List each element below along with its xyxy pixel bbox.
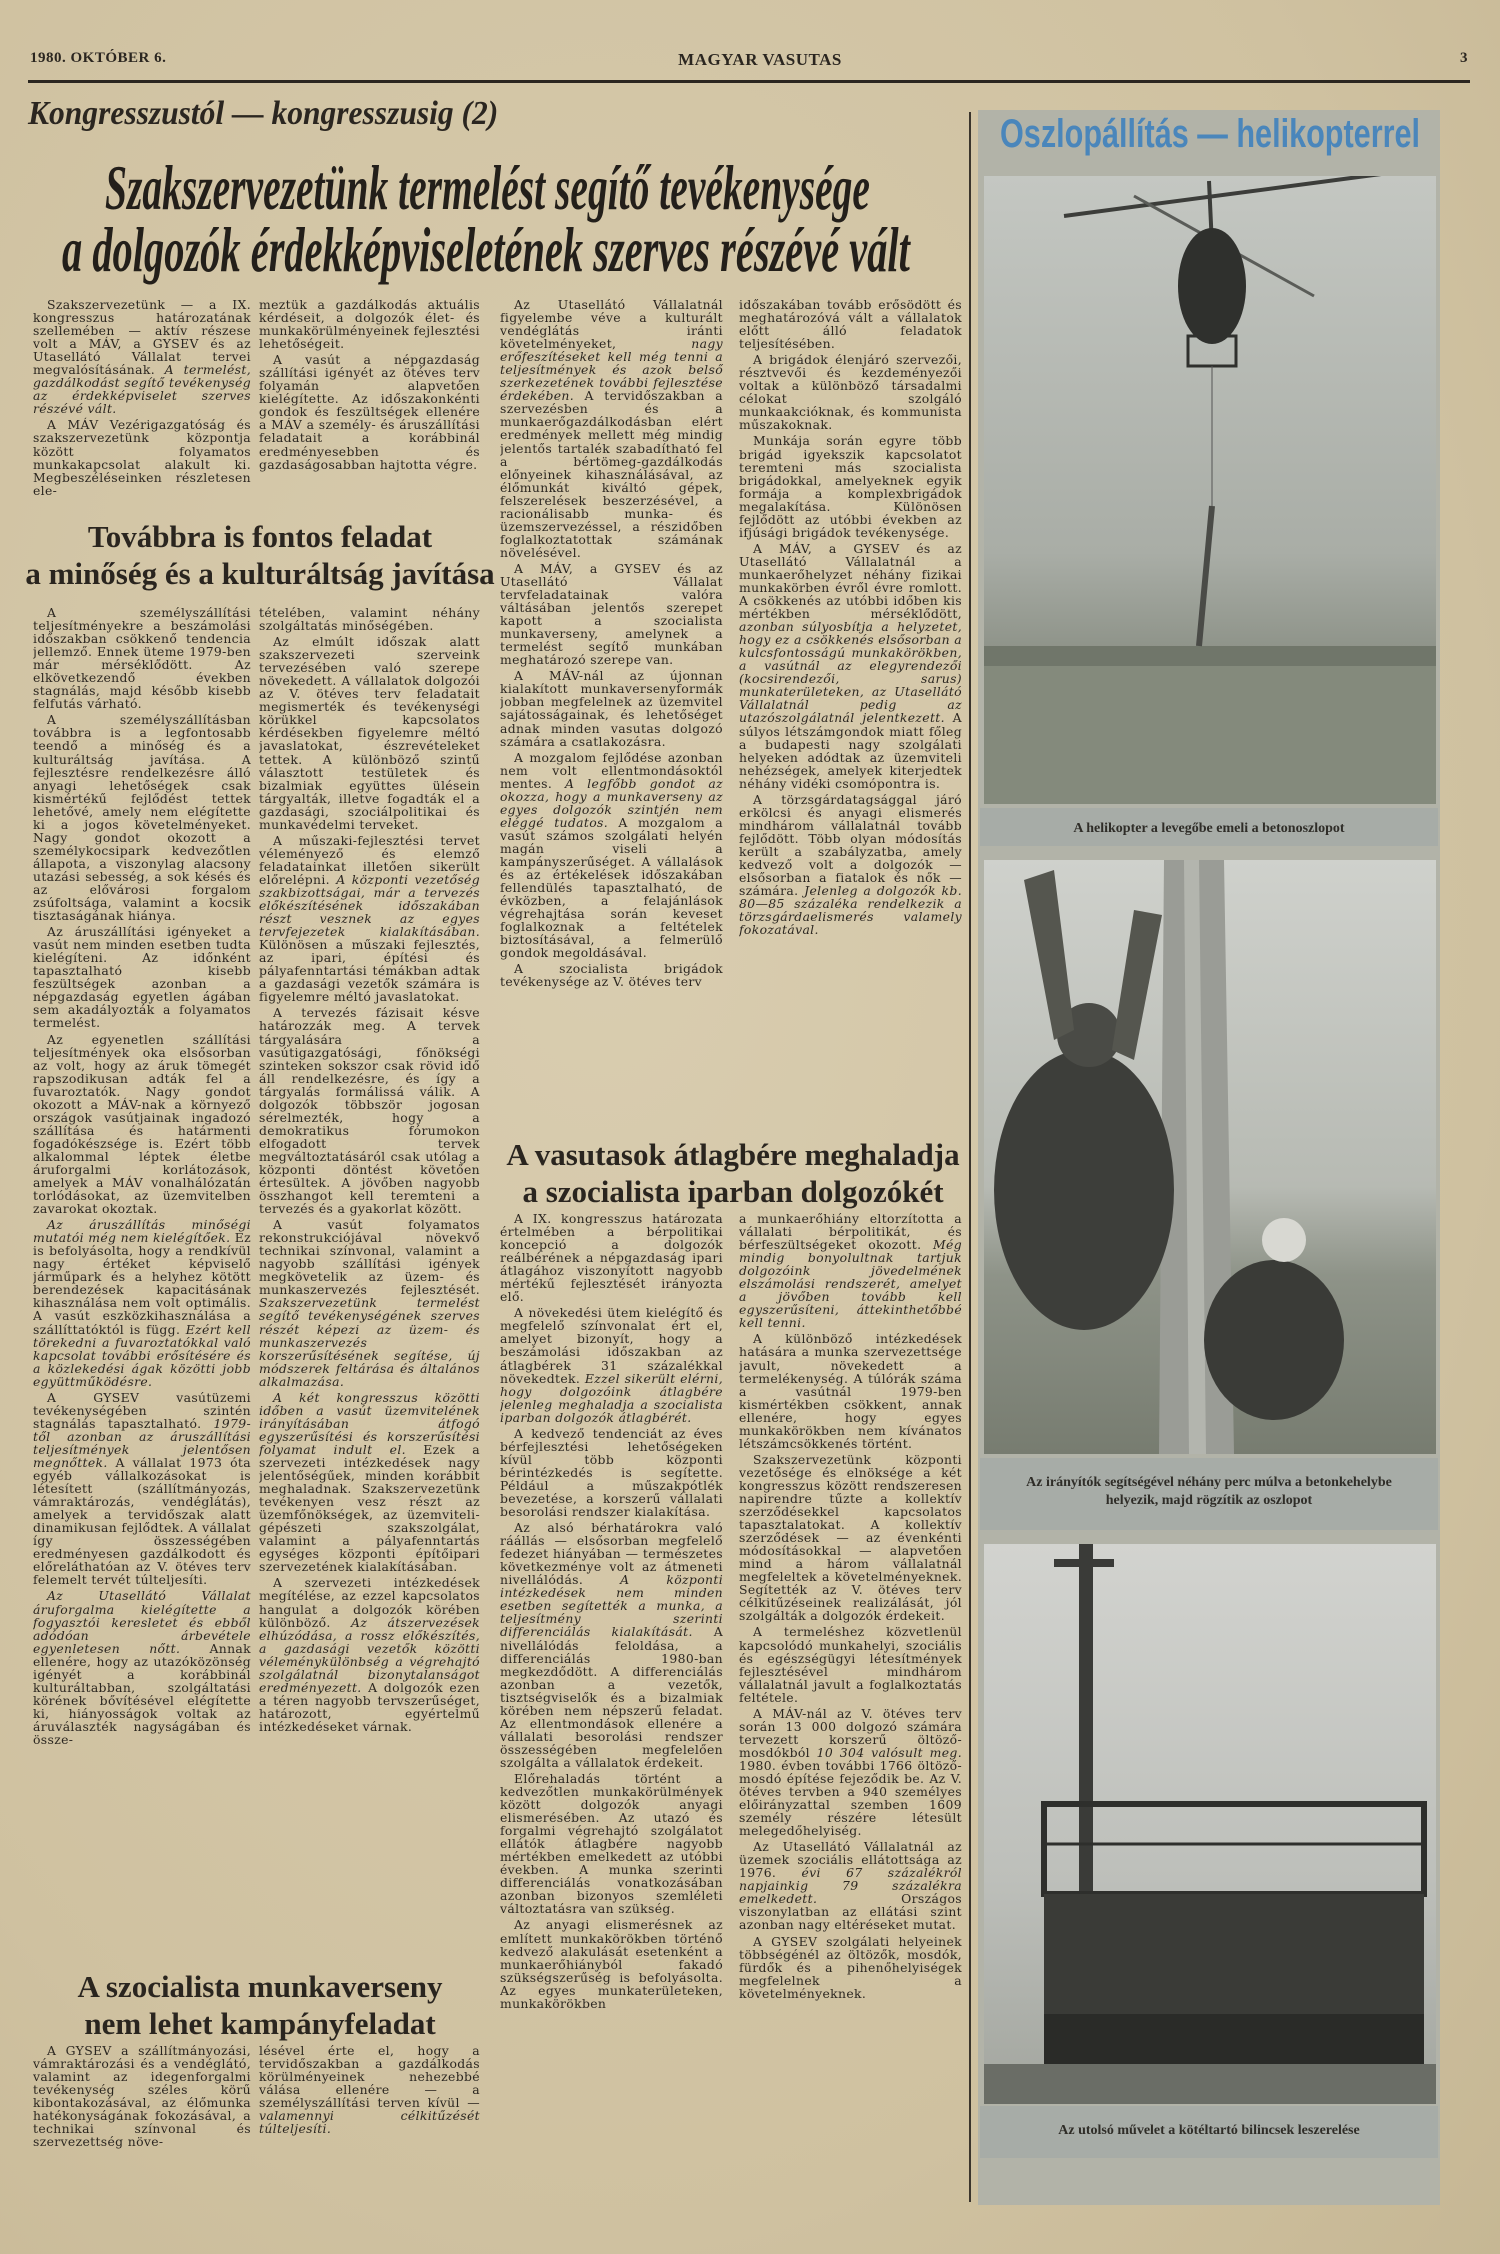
issue-date: 1980. OKTÓBER 6. [30,50,167,66]
text-run: A GYSEV szolgálati helyeinek többségénél az öltözők, mosdók, fürdők és a pihenőhelyiségek megfelelnek a követelményeknek. [739,1933,962,2001]
text-run: A vasút folyamatos rekonstrukciójával növekvő technikai színvonal, valamint a nagyobb szállítási igények megkövetelik az üzem- és munkaszervezés fejlesztését. [259,1217,480,1298]
paragraph [259,353,480,470]
emphasized-text: Az Utasellátó Vállalat áruforgalma kielégítette a fogyasztói keresletet és ebből adódóan árbevétele egyenletesen nőtt. [33,1588,251,1656]
photo-caption-3: Az utolsó művelet a kötéltartó bilincsek leszerelése [980,2106,1438,2158]
emphasized-text: Ezzel sikerült elérni, hogy dolgozóink átlagbére jelenleg meghaladja a szocialista iparban dolgozók átlagbérét. [500,1370,723,1425]
paragraph [739,353,962,431]
paragraph [259,635,480,831]
subhead-wages-line-2: a szocialista iparban dolgozókét [522,1174,944,1209]
text-run: A vasút a népgazdaság szállítási igényét az ötéves terv folyamán alapvetően kielégítette. Az időszakonkénti gondok és feszültségek ellenére a MÁV a személy- és áruszállítási feladatait a korábbinál eredményesebben és gazdaságosabban hajtotta végre. [259,352,480,472]
gantry-icon [984,1544,1436,2104]
paragraph [739,1935,962,2000]
subhead-competition-line-2: nem lehet kampányfeladat [84,2006,436,2041]
text-run: A különböző intézkedések hatására a munka szervezettsége javult, növekedett a termelékenység. A túlórák száma a vasútnál 1979-ben kismértékben csökkent, annak ellenére, hogy egyes munkakörökben nem kívánatos létszámcsökkenés történt. [739,1331,962,1451]
paragraph [259,1218,480,1388]
paragraph [259,298,480,350]
text-run: a munkaerőhiány eltorzította a vállalati bérpolitikát, és bérfeszültségeket okozott. [739,1212,962,1253]
pole-placement-photo [984,860,1436,1454]
headline-line-2: a dolgozók érdekképviseletének szerves részévé vált [62,214,910,285]
emphasized-text: Ezért kell törekedni a fuvaroztatókkal való kapcsolat további erősítésére és a közlekedési ágak közötti jobb együttműködésre. [33,1321,251,1389]
paragraph [259,1391,480,1574]
emphasized-text: 1979-től azonban az áruszállítási teljesítmények jelentősen megnőttek. [33,1415,251,1470]
emphasized-text: A központi intézkedések nem minden esetben segítették a munka, a teljesítmény szerinti differenciálás kialakítását. [500,1572,723,1640]
emphasized-text: azonban súlyosbítja a helyzetet, hogy ez a csökkenés elsősorban a kulcsfontosságú munkakörökben, a vasútnál az elegyrendezői (kocsirendezői, sarus) munkaterületeken, az Utasellátó Vállalatnál pedig az utazószolgálatnál jelentkezett. [739,619,962,726]
paragraph [33,606,251,710]
text-run: Különösen a műszaki fejlesztés, az ipari, építési és pályafenntartási témákban adtak a gazdasági vezetők számára is figyelemre méltó javaslatokat. [259,937,480,1005]
crane-photo [984,1544,1436,2104]
emphasized-text: 10 304 valósult meg. [816,1744,962,1760]
paragraph [500,1772,723,1916]
paragraph [500,1521,723,1769]
intro-column-1 [33,298,251,513]
text-run: A tervidőszakban a szervezésben és a munkaerőgazdálkodásban elért eredmények mellett még mindig jelentős tartalék szabadítható fel a bértömeg-gazdálkodás előnyeinek kihasználásával, az élőmunkát kiváltó gépek, felszerelések beszerzésével, a racionálisabb munka- és üzemszervezéssel, a részidőben foglalkoztatottak számának növelésével. [500,388,723,560]
brigades-column-4 [739,298,962,1133]
paragraph [33,1218,251,1388]
subhead-quality [20,518,500,592]
headline-line-1: Szakszervezetünk termelést segítő tevékenysége [105,152,870,223]
text-run: Az Utasellátó Vállalatnál az üzemek szociális ellátottsága az 1976. [739,1839,962,1881]
paragraph [500,669,723,747]
photo-caption-1: A helikopter a levegőbe emeli a betonoszlopot [980,808,1438,846]
paragraph [739,1707,962,1837]
paragraph [739,542,962,790]
text-run: A MÁV Vezérigazgatóság és szakszervezetünk központja között folyamatos munkakapcsolat alakult ki. Megbeszéléseinken részletesen ele- [33,417,251,498]
text-run: A mozgalom a vasút számos szolgálati helyén magán viseli a kampányszerűséget. A vállalások és az értékelések időszakában fellendülés tapasztalható, de évközben, a felajánlások végrehajtása során keveset foglalkoznak a feltételek biztosításával, a felmerülő gondok megoldásával. [500,814,723,961]
text-run: A vállalat 1973 óta egyéb vállalkozásokat is létesített (szállítmányozás, vámraktározás, vendéglátás), amelyek a tervidőszak alatt dinamikusan fejlődtek. A vállalat így összességében eredményesen gazdálkodott és előreláthatóan az V. ötéves terv felemelt tervét túlteljesíti. [33,1455,251,1588]
subhead-competition [20,1968,500,2042]
series-kicker: Kongresszustól — kongresszusig (2) [28,95,499,132]
brigades-column-3 [500,298,723,1133]
text-run: A szervezeti intézkedések megítélése, az ezzel kapcsolatos hangulat a dolgozók körében különböző. [259,1575,480,1630]
subhead-quality-line-2: a minőség és a kulturáltság javítása [25,556,495,591]
text-run: A nivellálódás feloldása, a differenciálás 1980-ban megkezdődött. A differenciálás azonban a vezetők, tisztségviselők és a bizalmiak körében nem népszerű feladat. Az ellentmondások ellenére a vállalati besorolási rendszer összességében megfelelően szolgálta a vállalatok érdekeit. [500,1624,723,1770]
text-run: időszakában tovább erősödött és meghatározóvá vált a vállalatok előtt álló feladatok teljesítésében. [739,298,962,352]
emphasized-text: Jelenleg a dolgozók kb. 80—85 százaléka rendelkezik a törzsgárdaelismerés valamely fokozatával. [739,883,962,938]
paragraph [33,418,251,496]
text-run: Az áruszállítási igényeket a vasút nem minden esetben tudta kielégíteni. Az időnként tapasztalható kisebb feszültségek azonban a népgazdaság egyetlen ágában sem akadályozták a folyamatos termelést. [33,924,251,1031]
paragraph [33,2044,251,2148]
header-rule [28,80,1470,83]
text-run: A mozgalom fejlődése azonban nem volt ellentmondásoktól mentes. [500,749,723,791]
emphasized-text: A központi vezetőség szakbizottságai, már a tervezés előkészítésének időszakában részt vesznek az egyes tervfejezetek kialakításában. [259,871,480,940]
paragraph [500,298,723,559]
text-run: Munkája során egyre több brigád igyekszik kapcsolatot teremteni más szocialista brigádokkal, amelyeknek egyik formája a komplexbrigádok megalakítása. Különösen fejlődött az utóbbi években az ifjúsági brigádok tevékenysége. [739,433,962,540]
text-run: A műszaki-fejlesztési tervet véleményező és elemző feladatainkat illetően sikerült előrelépni. [259,832,480,887]
text-run: A GYSEV a szállítmányozási, vámraktározási és a vendéglátó, valamint az idegenforgalmi tevékenység széles körű kibontakozásával, az élőmunka hatékonyságának fokozásával, a technikai színvonal és szervezettség növe- [33,2044,251,2150]
quality-column-1 [33,606,251,1968]
paragraph [33,925,251,1029]
photo-caption-2: Az irányítók segítségével néhány perc múlva a betonkehelybe helyezik, majd rögzítik az oszlopot [980,1458,1438,1530]
text-run: Az alsó bérhatárokra való ráállás — elsősorban megfelelő fedezet hiányában — természetes következménye volt az átmeneti nivellálódás. [500,1520,723,1588]
paragraph [259,606,480,632]
page-number: 3 [1460,50,1468,66]
emphasized-text: Szakszervezetünk termelést segítő tevékenységének szerves részét képezi az üzem- és munkaszervezés korszerűsítésének segítése, új módszerek feltárása és általános alkalmazása. [259,1295,480,1389]
text-run: Szakszervezetünk — a IX. kongresszus határozatának szellemében — aktív részese volt a MÁV, a GYSEV és az Utasellátó Vállalat tervei megvalósításának. [33,298,251,378]
paragraph [500,1918,723,2009]
emphasized-text: valamennyi célkitűzését túlteljesíti. [259,2108,480,2137]
competition-column-1 [33,2044,251,2164]
subhead-quality-line-1: Továbbra is fontos feladat [87,519,433,554]
masthead: MAGYAR VASUTAS [678,50,842,69]
text-run: A MÁV-nál az újonnan kialakított munkaversenyformák jobban megfelelnek az üzemvitel sajátosságainak, és lehetőséget adnak minden vasutas dolgozó számára a csatlakozásra. [500,668,723,749]
text-run: 1980. évben további 1766 öltöző-mosdó építése fejeződik be. Az V. ötéves tervben a 940 személyes előirányzattal szemben 1609 személy részére létesült melegedőhelyiség. [739,1757,962,1839]
subhead-wages [500,1136,966,1210]
subhead-wages-line-1: A vasutasok átlagbére meghaladja [506,1137,960,1172]
emphasized-text: évi 67 százalékról napjainkig 79 százalékra emelkedett. [739,1865,962,1907]
intro-column-2 [259,298,480,513]
emphasized-text: A termelést, gazdálkodást segítő tevékenység az érdekképviselet szerves részévé vált. [33,362,251,417]
text-run: Az egyenetlen szállítási teljesítmények oka elsősorban az volt, hogy az áruk tömegét rapszodikusan adták fel a fuvaroztatók. Nagy gondot okozott a MÁV-nak a környező országok vasútjainak ingadozó szállítása és határmenti fogadókészsége is. Ezért több alkalommal léptek életbe áruforgalmi korlátozások, amelyek a MÁV vonalhálózatán torlódásokat, az üzemvitelben zavarokat okoztak. [33,1031,251,1217]
paragraph [33,298,251,415]
text-run: A dolgozók ezen a téren nagyobb tervszerűséget, határozott, egyértelmű intézkedéseket várnak. [259,1679,480,1734]
paragraph [739,1332,962,1449]
text-run: Az anyagi elismerésnek az említett munkakörökben történő kedvező alakulását esetenként a munkaerőhiányból fakadó szükségszerűség is befolyásolta. Az egyes munkaterületeken, munkakörökben [500,1917,723,2011]
text-run: A személyszállításban továbbra is a legfontosabb teendő a minőség és a kulturáltság javítása. A fejlesztésre rendelkezésre álló anyagi lehetőségek csak kismértékű fejlődést tettek lehetővé, amely nem elégítette ki a jogos követelményeket. Nagy gondot okozott a személykocsipark kedvezőtlen állapota, a viszonylag alacsony utazási sebesség, a sok késés és az elővárosi forgalom zsúfoltsága, valamint a kocsik tisztaságának hiánya. [33,712,251,924]
wages-column-4 [739,1212,962,2162]
text-run: Az elmúlt időszak alatt szakszervezeti szerveink tervezésében való szerepe növekedett. A vállalatok dolgozói az V. ötéves terv feladatait megismerték és tevékenységi körükkel kapcsolatos kérdésekben figyelemre méltó javaslatokat, észrevételeket tettek. A különböző szintű választott testületek és bizalmiak együttes ülésein tárgyalták, illetve fogadták el a gazdasági, szociálpolitikai és munkavédelmi terveket. [259,634,480,832]
paragraph [259,834,480,1004]
text-run: Országos viszonylatban az ellátási szint azonban nagy eltéréseket mutat. [739,1891,962,1933]
emphasized-text: A két kongresszus közötti időben a vasút üzemvitelének irányításában átfogó egyszerűsítési és korszerűsítési folyamat indult el. [259,1389,480,1457]
paragraph [33,1589,251,1746]
paragraph [739,434,962,538]
paragraph [33,1033,251,1216]
paragraph [500,1212,723,1303]
subhead-competition-line-1: A szocialista munkaverseny [77,1969,443,2004]
text-run: A termeléshez közvetlenül kapcsolódó munkahelyi, szociális és egészségügyi létesítmények fejlesztésével mindhárom vállalatnál javult a foglalkoztatás feltétele. [739,1624,962,1705]
text-run: A súlyos létszámgondok miatt főleg a budapesti nagy szolgálati helyeken adódtak az üzemviteli nehézségek, amelyek kiterjedtek néhány vidéki csomópontra is. [739,710,962,791]
paragraph [500,962,723,988]
text-run: Ezek a szervezeti intézkedések nagy jelentőségűek, minden korábbit meghaladnak. Szakszervezetünk tevékenyen vesz részt az üzemfőnökségek, az üzemviteli-gépészeti szakszolgálat, valamint a pályafenntartás egységes központi építőipari szervezetének kialakításában. [259,1441,480,1575]
paragraph [33,713,251,922]
emphasized-text: nagy erőfeszítéseket kell még tenni a teljesítmények és azok belső szerkezetének további fejlesztése érdekében. [500,336,723,404]
column-divider [969,112,971,2202]
helicopter-icon [984,176,1436,804]
wages-column-3 [500,1212,723,2162]
emphasized-text: A legfőbb gondot az okozza, hogy a munkaverseny az egyes dolgozók szintjén nem eléggé tudatos. [500,775,723,830]
text-run: A növekedési ütem kielégítő és megfelelő színvonalat ért el, amelyet bizonyít, hogy a beszámolási időszakban az átlagbérek 31 százalékkal növekedtek. [500,1305,723,1386]
quality-column-2 [259,606,480,1968]
text-run: tételében, valamint néhány szolgáltatás minőségében. [259,606,480,634]
photo-panel-title: Oszlopállítás — helikopterrel [1000,112,1421,156]
text-run: A MÁV, a GYSEV és az Utasellátó Vállalat tervfeladatainak valóra váltásában jelentős szerepet kapott a szocialista munkaverseny, amelynek a termelést segítő munkában meghatározó szerepe van. [500,560,723,668]
text-run: Ez is befolyásolta, hogy a rendkívül nagy értéket képviselő járműpark és a helyhez kötött berendezések kapacitásának kihasználása nem volt optimális. A vasút eszközkihasználása a szállíttatóktól is függ. [33,1230,251,1337]
text-run: Szakszervezetünk központi vezetősége és elnöksége a két kongresszus között rendszeresen napirendre tűzte a kollektív szerződésekkel kapcsolatos tapasztalatokat. A kollektív szerződések — az évenkénti módosításokkal — alapvetően mind a három vállalatnál megfeleltek a követelményeknek. Segítették az V. ötéves terv célkitűzéseinek realizálását, jól szolgálták a dolgozók érdekeit. [739,1451,962,1624]
text-run: Az Utasellátó Vállalatnál figyelembe véve a kulturált vendéglátás iránti követelményeket, [500,298,723,352]
text-run: A MÁV, a GYSEV és az Utasellátó Vállalatnál a munkaerőhelyzet néhány fizikai munkakörben évről évre romlott. A csökkenés az utóbbi időben kis mértékben mérséklődött, [739,540,962,622]
text-run: A IX. kongresszus határozata értelmében a bérpolitikai koncepció a dolgozók reálbérének a népgazdaság ipari átlagához viszonyított nagyobb mértékű fejlesztését irányozta elő. [500,1212,723,1305]
paragraph [739,1840,962,1931]
paragraph [500,751,723,960]
helicopter-photo [984,176,1436,804]
paragraph [259,2044,480,2135]
paragraph [500,1306,723,1423]
emphasized-text: Az áruszállítás minőségi mutatói még nem kielégítőek. [33,1217,251,1246]
emphasized-text: Még mindig bonyolultnak tartjuk dolgozóink jövedelmének elszámolási rendszerét, amelyet a jövőben tovább kell egyszerűsíteni, áttekinthetőbbé kell tenni. [739,1237,962,1331]
text-run: A MÁV-nál az V. ötéves terv során 13 000 dolgozó számára tervezett korszerű öltöző-mosdókból [739,1705,962,1760]
text-run: Annak ellenére, hogy az utazóközönség igényét a korábbinál kulturáltabban, szolgáltatási körének bővítésével elégítette ki, hiányosságok voltak az áruválaszték nagyságában és össze- [33,1640,251,1747]
text-run: A törzsgárdatagsággal járó erkölcsi és anyagi elismerés mindhárom vállalatnál tovább fejlődött. Több olyan módosítás került a szabályzatba, amely kedvező volt a dolgozók — elsősorban a fiatalok és nők — számára. [739,791,962,899]
competition-column-2 [259,2044,480,2164]
text-run: A szocialista brigádok tevékenysége az V. ötéves terv [500,961,723,990]
paragraph [739,298,962,350]
paragraph [33,1391,251,1587]
workers-pole-icon [984,860,1436,1454]
paragraph [739,1625,962,1703]
paragraph [500,562,723,666]
paragraph [500,1427,723,1518]
text-run: A személyszállítási teljesítményekre a beszámolási időszakban csökkenő tendencia jellemző. Ennek üteme 1979-ben már mérséklődött. Az elkövetkezendő években stagnálás, majd később kisebb felfutás várható. [33,606,251,712]
emphasized-text: Az átszervezések elhúzódása, a rossz előkészítés, a gazdasági vezetők közötti véleménykülönbség a végrehajtó szolgálatnál bizonytalanságot eredményezett. [259,1614,480,1695]
paragraph [739,1453,962,1623]
paragraph [739,1212,962,1329]
text-run: meztük a gazdálkodás aktuális kérdéseit, a dolgozók élet- és munkakörülményeinek fejlesztési lehetőségeit. [259,298,480,352]
paragraph [259,1006,480,1215]
text-run: A brigádok élenjáró szervezői, résztvevői és kezdeményezői voltak a különböző társadalmi célokat szolgáló munkaakcióknak, és kommunista műszakoknak. [739,352,962,433]
text-run: lésével érte el, hogy a tervidőszakban a gazdálkodás körülményeinek nehezebbé válása ellenére — a személyszállítási terven kívül — [259,2044,480,2111]
text-run: A kedvező tendenciát az éves bérfejlesztési lehetőségeken kívül több központi bérintézkedés is segítette. Például a műszakpótlék bevezetése, a korszerű vállalati besorolási rendszer kialakítása. [500,1425,723,1520]
text-run: Előrehaladás történt a kedvezőtlen munkakörülmények között dolgozók anyagi elismerésében. Az utazó és forgalmi végrehajtó szolgálatot ellátók átlagbére nagyobb mértékben emelkedett az utóbbi években. A munka szerinti differenciálás vonatkozásában azonban bizonyos szemléleti változtatásra van szükség. [500,1770,723,1917]
text-run: A tervezés fázisait késve határozzák meg. A tervek tárgyalására a vasútigazgatósági, főnökségi szinteken sokszor csak rövid idő áll rendelkezésre, és így a tárgyalás formálissá válik. A dolgozók többször jogosan sérelmezték, hogy a demokratikus fórumokon elfogadott tervek megváltoztatásáról csak utólag a központi döntést követően értesültek. A jövőben nagyobb összhangot kell teremteni a tervezés és a gyakorlat között. [259,1005,480,1217]
text-run: A GYSEV vasútüzemi tevékenységében szintén stagnálás tapasztalható. [33,1389,251,1431]
paragraph [739,793,962,937]
paragraph [259,1576,480,1733]
